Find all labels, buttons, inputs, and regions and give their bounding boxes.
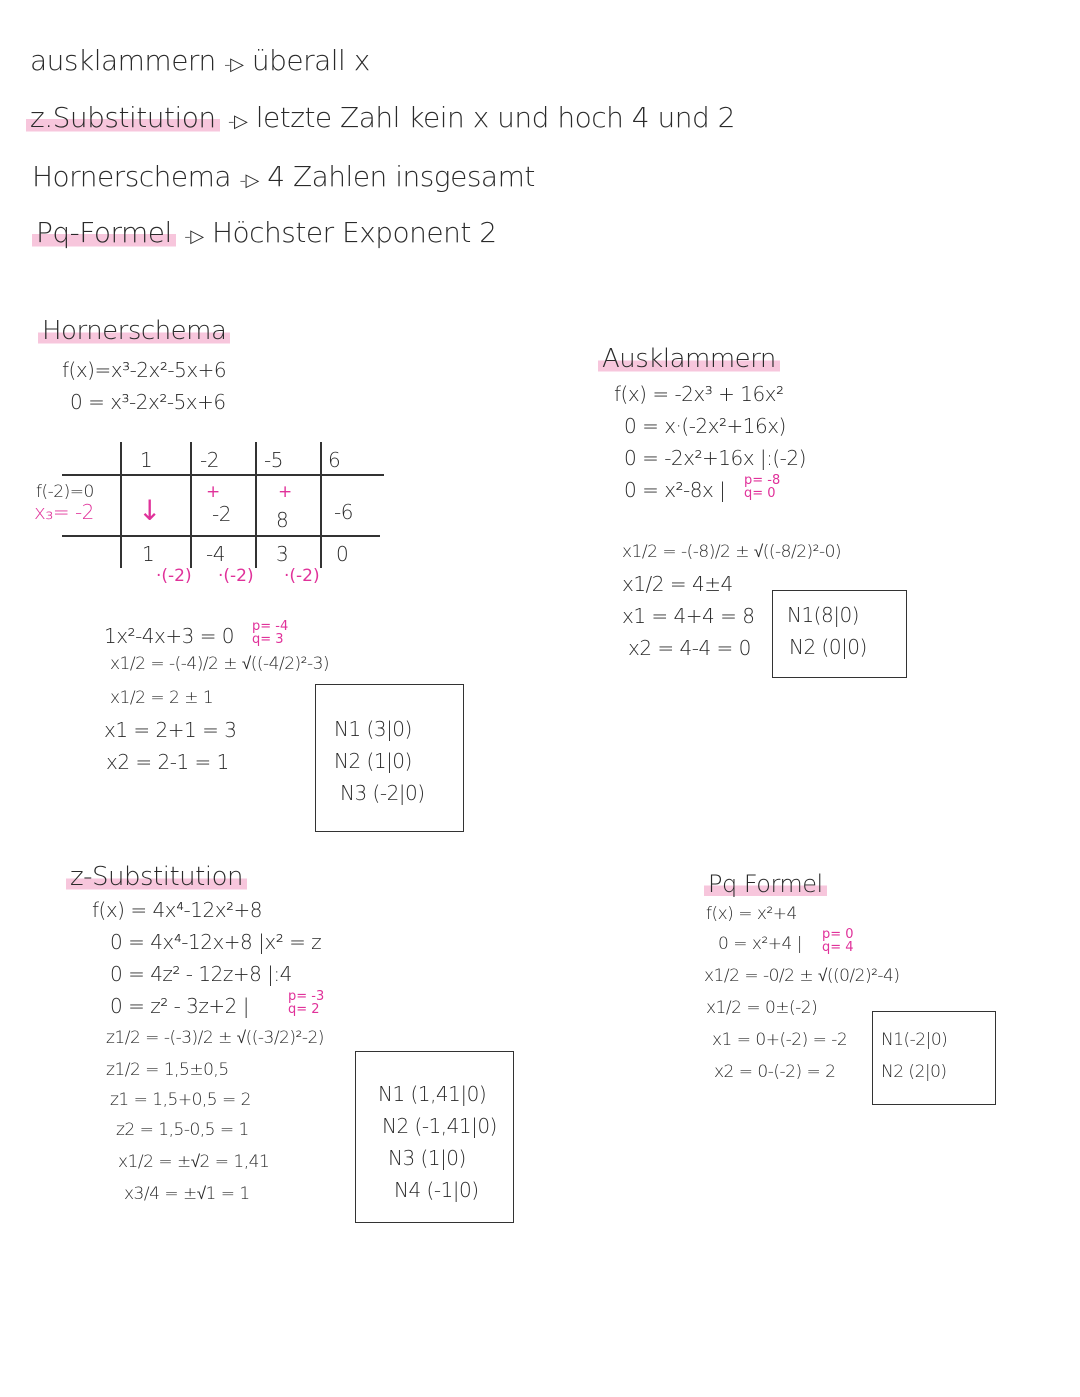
- horner-result-box: [315, 684, 464, 832]
- mult-label: ·(-2): [284, 566, 320, 586]
- pq-pq: [822, 928, 854, 954]
- ausk-pq: [744, 474, 780, 500]
- pq-step-6: x2 = 0-(-2) = 2: [714, 1062, 836, 1082]
- pq-result-n1: [881, 1030, 947, 1050]
- zsub-result-n1-text: N1 (1,41|0): [378, 1082, 487, 1106]
- zsub-pq: [288, 990, 324, 1016]
- table-vline: [255, 442, 257, 568]
- ausk-calc-1: x1/2 = -(-8)/2 ± √((-8/2)²-0): [622, 542, 842, 562]
- horner-equation: 0 = x³-2x²-5x+6: [70, 390, 226, 414]
- zsub-result-n2: [382, 1114, 497, 1138]
- result-n3: [340, 781, 425, 805]
- plus-sign: +: [206, 482, 221, 502]
- ausk-result-n1-text: N1(8|0): [787, 603, 859, 627]
- zsub-step-7: z1 = 1,5+0,5 = 2: [110, 1090, 251, 1110]
- result-n2: [334, 749, 412, 773]
- rule-2-term: z.Substitution: [26, 101, 220, 134]
- ausklammern-title-text: Ausklammern: [598, 344, 780, 374]
- horner-step-3: x1/2 = 2 ± 1: [110, 688, 214, 708]
- zsub-result-n4: [394, 1178, 479, 1202]
- horner-step-1: 1x²-4x+3 = 0: [104, 624, 235, 648]
- rule-2: [26, 101, 735, 134]
- ausk-step-2: 0 = x·(-2x²+16x): [624, 414, 786, 438]
- ausk-step-4: 0 = x²-8x |: [624, 478, 726, 502]
- horner-title: [38, 316, 230, 346]
- ausklammern-title: [598, 344, 780, 374]
- horner-pq: [252, 620, 288, 646]
- ausk-result-n2: [789, 635, 867, 659]
- arrow-icon: -▷: [239, 170, 259, 191]
- arrow-down-icon: ↓: [138, 494, 162, 527]
- zsub-title: [66, 862, 247, 892]
- horner-title-text: Hornerschema: [38, 316, 230, 346]
- horner-mid-1: -2: [212, 502, 231, 526]
- rule-1-term: ausklammern: [30, 44, 216, 77]
- table-hline: [62, 535, 380, 537]
- result-n1-text: N1 (3|0): [334, 717, 412, 741]
- pq-step-3: x1/2 = -0/2 ± √((0/2)²-4): [704, 966, 900, 986]
- pq-result-n2-text: N2 (2|0): [881, 1062, 947, 1082]
- zsub-step-4: 0 = z² - 3z+2 |: [110, 994, 249, 1018]
- horner-mid-2: 8: [276, 508, 289, 532]
- pq-result-n1-text: N1(-2|0): [881, 1030, 948, 1050]
- horner-bot-2: -4: [206, 542, 225, 566]
- pq-title: [704, 870, 827, 898]
- horner-top-2: -2: [200, 448, 219, 472]
- arrow-icon: -▷: [184, 226, 204, 247]
- horner-bot-3: 3: [276, 542, 289, 566]
- mult-label: ·(-2): [218, 566, 254, 586]
- zsub-step-9: x1/2 = ±√2 = 1,41: [118, 1152, 270, 1172]
- plus-sign: +: [278, 482, 293, 502]
- horner-top-3: -5: [264, 448, 283, 472]
- zsub-step-10: x3/4 = ±√1 = 1: [124, 1184, 250, 1204]
- zsub-step-6: z1/2 = 1,5±0,5: [106, 1060, 229, 1080]
- pq-result-box: [872, 1011, 996, 1105]
- result-n2-text: N2 (1|0): [334, 749, 412, 773]
- zsub-result-n3: [388, 1146, 466, 1170]
- horner-note-x3: [34, 500, 94, 524]
- ausk-step-1: f(x) = -2x³ + 16x²: [614, 382, 784, 406]
- horner-note-f: f(-2)=0: [36, 482, 94, 502]
- rule-1: [30, 44, 370, 77]
- rule-1-desc: überall x: [251, 44, 370, 77]
- rule-4: [32, 216, 497, 249]
- ausk-pq-p: p= -8: [744, 473, 781, 488]
- result-n3-text: N3 (-2|0): [340, 781, 425, 805]
- horner-step-2: x1/2 = -(-4)/2 ± √((-4/2)²-3): [110, 654, 330, 674]
- pq-result-n2: [881, 1062, 947, 1082]
- zsub-result-n3-text: N3 (1|0): [388, 1146, 466, 1170]
- horner-function: f(x)=x³-2x²-5x+6: [62, 358, 227, 382]
- zsub-result-box: [355, 1051, 514, 1223]
- ausk-calc-4: x2 = 4-4 = 0: [628, 636, 751, 660]
- horner-pq-q: q= 3: [252, 632, 284, 647]
- ausk-result-n2-text: N2 (0|0): [789, 635, 867, 659]
- pq-step-2: 0 = x²+4 |: [718, 934, 802, 954]
- horner-bot-4: 0: [336, 542, 349, 566]
- pq-step-1: f(x) = x²+4: [706, 904, 797, 924]
- zsub-result-n1: [378, 1082, 486, 1106]
- zsub-pq-q: q= 2: [288, 1002, 320, 1017]
- rule-3: [32, 160, 535, 193]
- zsub-pq-p: p= -3: [288, 989, 325, 1004]
- horner-mid-3: -6: [334, 500, 353, 524]
- horner-step-5: x2 = 2-1 = 1: [106, 750, 229, 774]
- rule-2-desc: letzte Zahl kein x und hoch 4 und 2: [255, 101, 735, 134]
- table-vline: [320, 442, 322, 568]
- table-hline: [62, 474, 384, 476]
- horner-top-1: 1: [140, 448, 153, 472]
- pq-step-5: x1 = 0+(-2) = -2: [712, 1030, 848, 1050]
- table-vline: [120, 442, 122, 568]
- zsub-result-n2-text: N2 (-1,41|0): [382, 1114, 497, 1138]
- pq-title-text: Pq Formel: [704, 870, 827, 898]
- ausk-result-box: [772, 590, 907, 678]
- arrow-icon: -▷: [228, 111, 248, 132]
- zsub-step-2: 0 = 4x⁴-12x+8 |x² = z: [110, 930, 322, 954]
- horner-bot-1: 1: [142, 542, 155, 566]
- rule-3-desc: 4 Zahlen insgesamt: [267, 160, 535, 193]
- zsub-title-text: z-Substitution: [66, 862, 247, 892]
- zsub-result-n4-text: N4 (-1|0): [394, 1178, 479, 1202]
- rule-3-term: Hornerschema: [32, 160, 232, 193]
- pq-step-4: x1/2 = 0±(-2): [706, 998, 818, 1018]
- ausk-calc-3: x1 = 4+4 = 8: [622, 604, 755, 628]
- horner-x3-value: x₃= -2: [34, 500, 94, 524]
- ausk-pq-q: q= 0: [744, 486, 776, 501]
- pq-pq-q: q= 4: [822, 940, 854, 955]
- horner-step-4: x1 = 2+1 = 3: [104, 718, 237, 742]
- ausk-step-3: 0 = -2x²+16x |:(-2): [624, 446, 806, 470]
- zsub-step-5: z1/2 = -(-3)/2 ± √((-3/2)²-2): [106, 1028, 324, 1048]
- ausk-result-n1: [787, 603, 859, 627]
- arrow-icon: -▷: [224, 54, 244, 75]
- result-n1: [334, 717, 412, 741]
- zsub-step-8: z2 = 1,5-0,5 = 1: [116, 1120, 249, 1140]
- horner-pq-p: p= -4: [252, 619, 289, 634]
- rule-4-term: Pq-Formel: [32, 216, 176, 249]
- zsub-step-3: 0 = 4z² - 12z+8 |:4: [110, 962, 292, 986]
- rule-4-desc: Höchster Exponent 2: [211, 216, 497, 249]
- mult-label: ·(-2): [156, 566, 192, 586]
- horner-top-4: 6: [328, 448, 341, 472]
- zsub-step-1: f(x) = 4x⁴-12x²+8: [92, 898, 263, 922]
- table-vline: [190, 442, 192, 568]
- pq-pq-p: p= 0: [822, 927, 854, 942]
- ausk-calc-2: x1/2 = 4±4: [622, 572, 733, 596]
